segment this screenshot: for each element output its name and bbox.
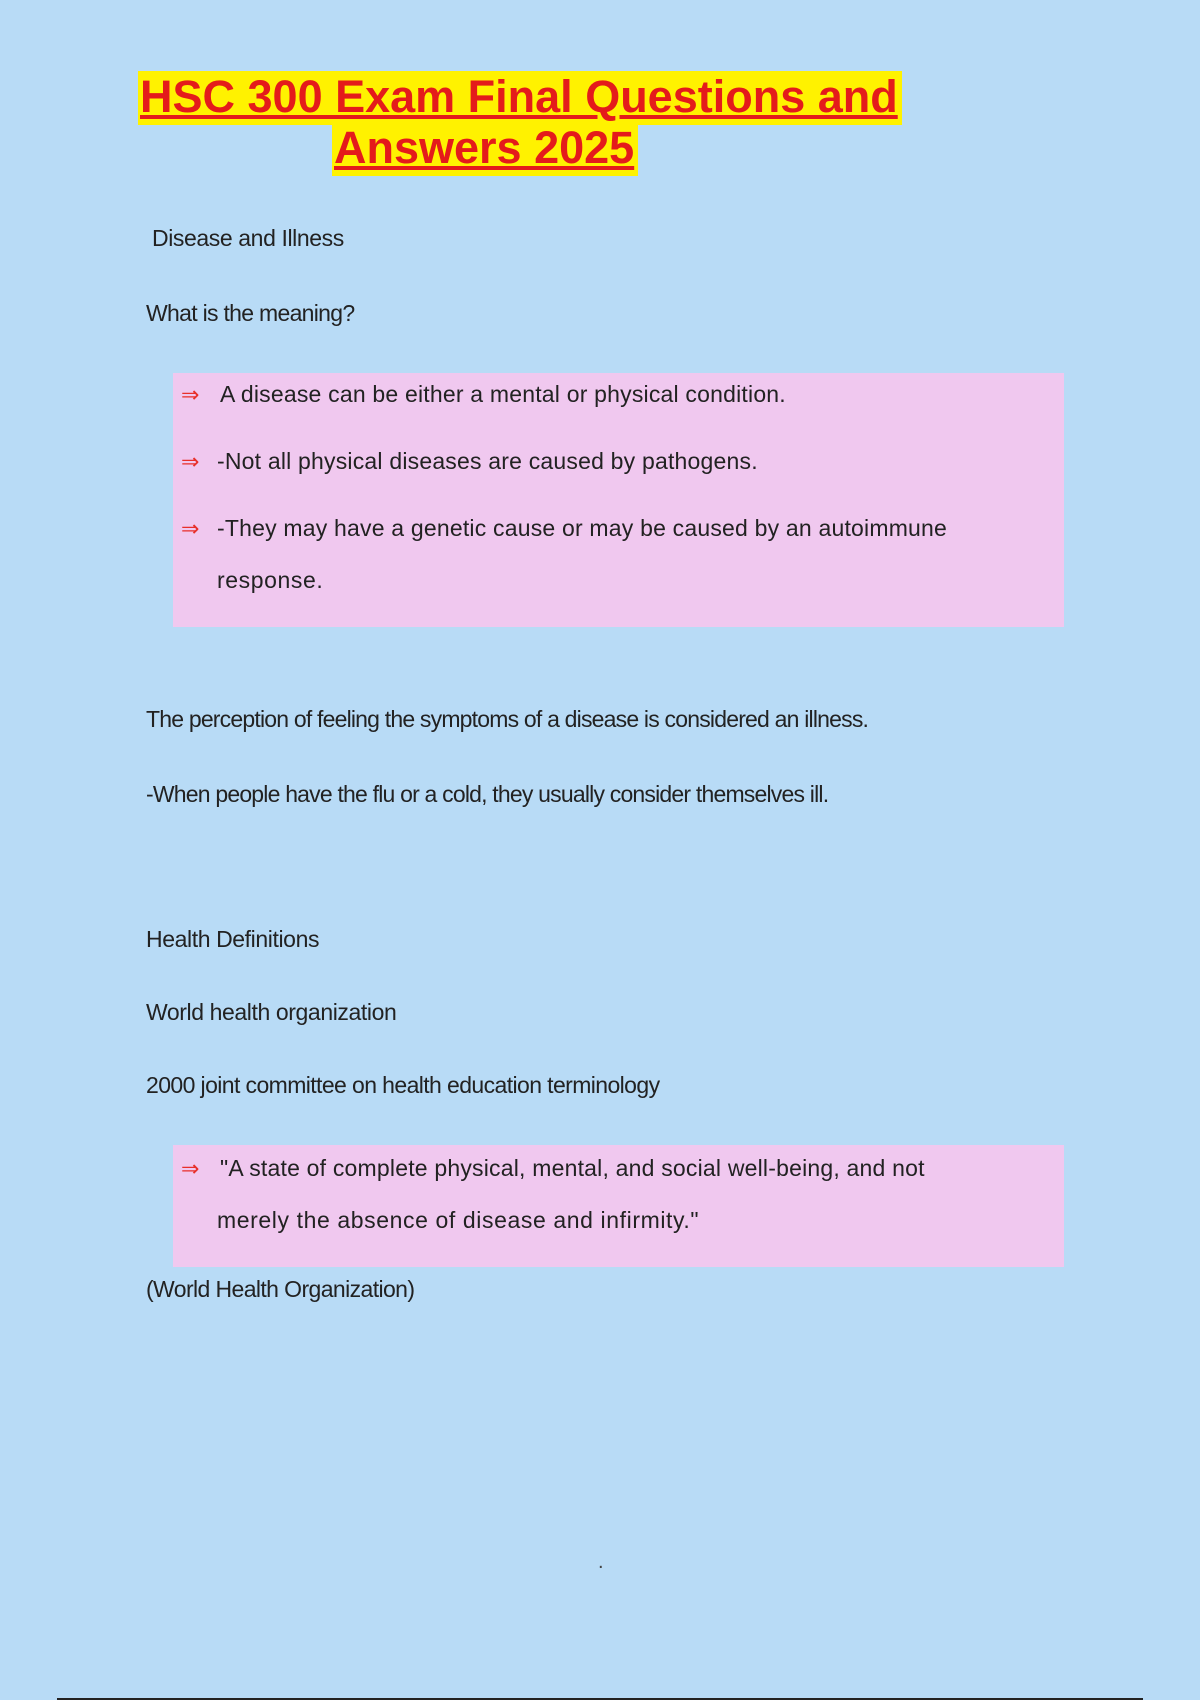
callout-box-disease <box>173 373 1064 627</box>
section-heading-health-definitions: Health Definitions <box>146 926 320 952</box>
paragraph-flu-example: -When people have the flu or a cold, they usually consider themselves ill. <box>146 781 829 807</box>
callout-bullet-3-continuation: response. <box>217 567 324 593</box>
who-source-citation: (World Health Organization) <box>146 1276 415 1302</box>
committee-label: 2000 joint committee on health education terminology <box>146 1072 660 1098</box>
question-text: What is the meaning? <box>146 300 355 326</box>
callout-quote <box>181 1155 925 1182</box>
right-double-arrow-icon: ⇒ <box>181 383 200 408</box>
page-title-line-1: HSC 300 Exam Final Questions and <box>138 71 902 125</box>
callout-box-who-definition <box>173 1145 1064 1267</box>
callout-bullet-2 <box>181 448 758 475</box>
section-heading-disease-illness: Disease and Illness <box>152 225 344 251</box>
callout-bullet-1-text: A disease can be either a mental or physical condition. <box>220 381 786 407</box>
page-title-line-2: Answers 2025 <box>332 122 638 176</box>
right-double-arrow-icon: ⇒ <box>181 517 200 542</box>
callout-bullet-3 <box>181 515 947 542</box>
page-dot: . <box>598 1551 604 1573</box>
callout-bullet-1 <box>181 381 786 408</box>
paragraph-illness-perception: The perception of feeling the symptoms of a disease is considered an illness. <box>146 706 869 732</box>
who-label: World health organization <box>146 999 397 1025</box>
callout-quote-text: "A state of complete physical, mental, and social well-being, and not <box>220 1155 925 1181</box>
callout-bullet-3-text: -They may have a genetic cause or may be caused by an autoimmune <box>217 515 948 541</box>
right-double-arrow-icon: ⇒ <box>181 450 200 475</box>
callout-bullet-2-text: -Not all physical diseases are caused by pathogens. <box>217 448 758 474</box>
callout-quote-continuation: merely the absence of disease and infirmity." <box>217 1207 700 1233</box>
right-double-arrow-icon: ⇒ <box>181 1157 200 1182</box>
